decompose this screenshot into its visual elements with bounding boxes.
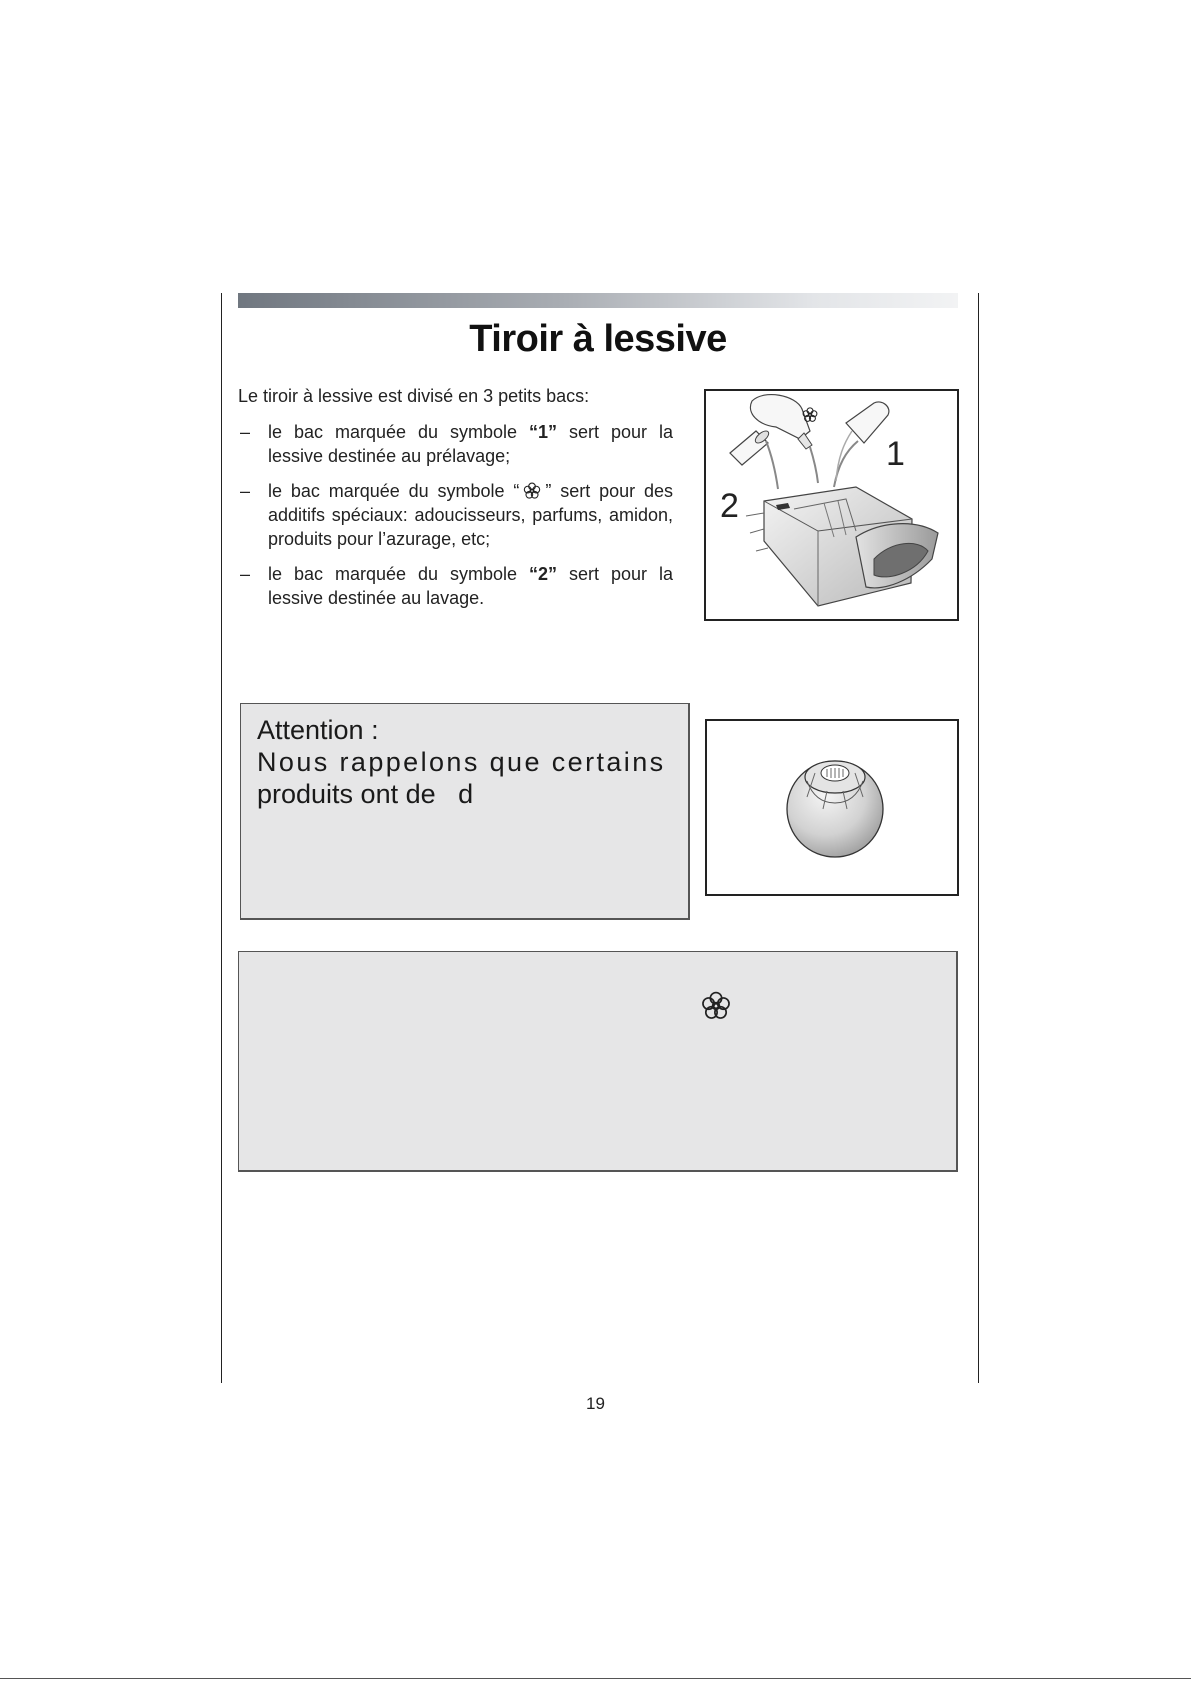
page-number: 19 — [586, 1394, 605, 1413]
flower-icon — [522, 481, 542, 501]
flower-icon — [803, 408, 817, 422]
drawer-illustration — [704, 389, 959, 621]
intro-paragraph: Le tiroir à lessive est divisé en 3 petits bacs: — [238, 386, 590, 406]
attention-box — [240, 703, 690, 920]
list-item: – le bac marquée du symbole “2” sert pour la lessive destinée au lavage. — [240, 564, 674, 608]
attention-title: Attention : — [257, 715, 379, 745]
page-title: Tiroir à lessive — [469, 318, 727, 360]
flower-icon — [699, 989, 733, 1023]
list-item: – le bac marquée du symbole “1” sert pour la lessive destinée au prélavage; — [240, 422, 674, 466]
list-item: – le bac marquée du symbole “ ” sert pour des additifs spéciaux: adoucisseurs, parfums, amidon, produits pour l’azurage, etc; — [240, 481, 673, 549]
note-box — [238, 951, 958, 1172]
dispenser-ball-icon — [707, 721, 957, 894]
compartment-label-2: 2 — [720, 487, 739, 525]
dispenser-ball-illustration — [705, 719, 959, 896]
instructions-text — [238, 384, 673, 621]
attention-line-2: produits ont de d — [257, 779, 474, 809]
attention-line-1: Nous rappelons que certains — [257, 747, 666, 777]
right-margin-line — [978, 293, 979, 1383]
compartment-list — [238, 420, 673, 610]
header-gradient-bar — [238, 293, 958, 308]
bottom-rule — [0, 1678, 1191, 1679]
compartment-label-1: 1 — [886, 435, 905, 473]
left-margin-line — [221, 293, 222, 1383]
